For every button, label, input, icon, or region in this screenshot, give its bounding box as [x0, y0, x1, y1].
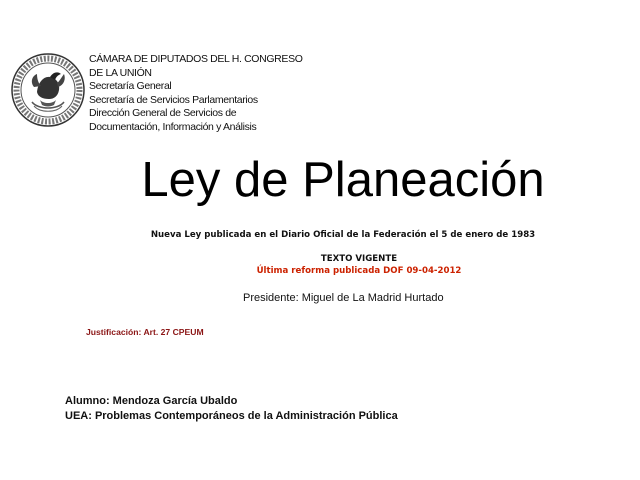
justificacion-text: Justificación: Art. 27 CPEUM	[86, 327, 204, 337]
header-line: DE LA UNIÓN	[89, 66, 152, 79]
page-title: Ley de Planeación	[141, 153, 545, 207]
ultima-reforma-label: Última reforma publicada DOF 09-04-2012	[256, 266, 462, 276]
institution-header	[89, 53, 303, 135]
header-line: Secretaría de Servicios Parlamentarios	[89, 93, 258, 106]
header-line: Dirección General de Servicios de	[89, 107, 237, 120]
uea-line: UEA: Problemas Contemporáneos de la Administración Pública	[65, 410, 398, 422]
header-line: CÁMARA DE DIPUTADOS DEL H. CONGRESO	[89, 53, 303, 65]
presidente-text: Presidente: Miguel de La Madrid Hurtado	[243, 292, 444, 304]
header-line: Secretaría General	[89, 80, 172, 93]
alumno-line: Alumno: Mendoza García Ubaldo	[65, 395, 238, 407]
publication-note: Nueva Ley publicada en el Diario Oficial de la Federación el 5 de enero de 1983	[150, 230, 536, 240]
header-line: Documentación, Información y Análisis	[89, 120, 257, 133]
student-info	[65, 394, 398, 424]
mexican-coat-of-arms-seal-icon	[10, 52, 86, 128]
texto-vigente-label: TEXTO VIGENTE	[320, 254, 398, 264]
